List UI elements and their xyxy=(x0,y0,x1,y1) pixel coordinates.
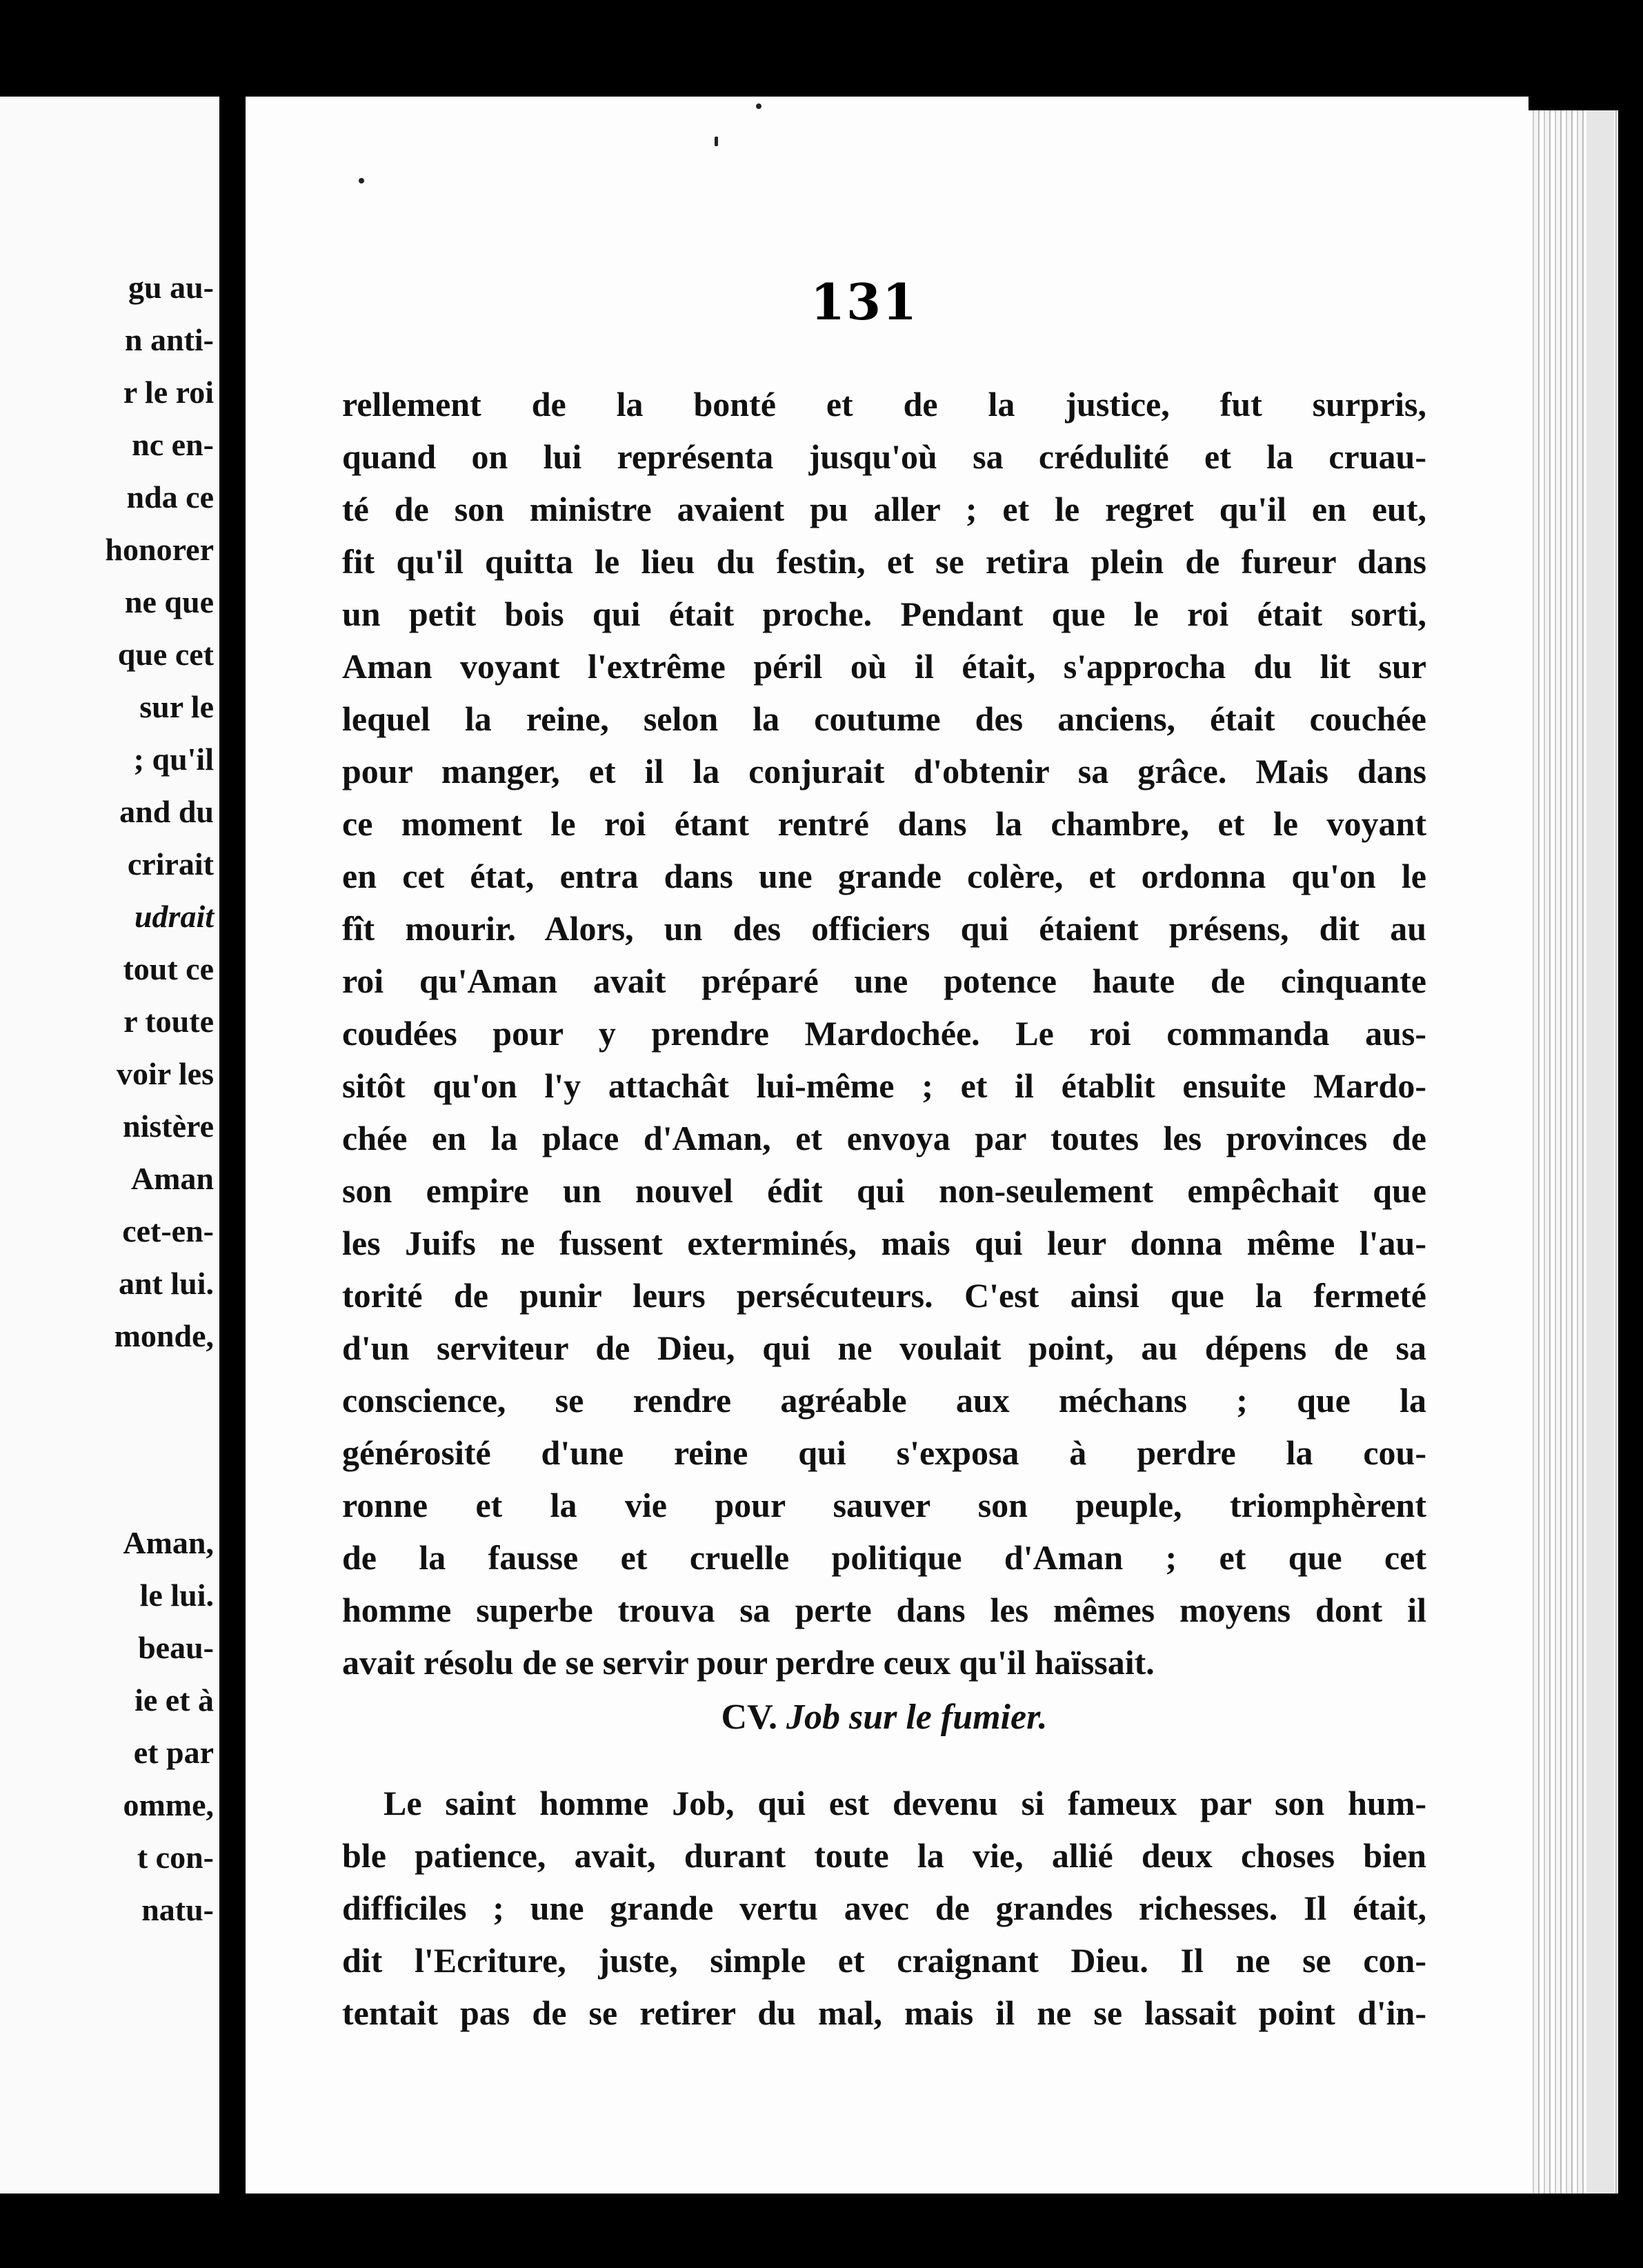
text-line: Le saint homme Job, qui est devenu si fameux par son hum- xyxy=(384,1784,1426,1822)
previous-page-line: nistère xyxy=(122,1108,214,1144)
previous-page-line: t con- xyxy=(137,1840,214,1875)
previous-page-line: natu- xyxy=(141,1892,214,1927)
text-line: fît mourir. Alors, un des officiers qui étaient présens, dit au xyxy=(342,909,1426,948)
text-line: chée en la place d'Aman, et envoya par toutes les provinces de xyxy=(342,1119,1426,1157)
text-line: dit l'Ecriture, juste, simple et craignant Dieu. Il ne se con- xyxy=(342,1941,1426,1980)
text-line: lequel la reine, selon la coutume des anciens, était couchée xyxy=(342,699,1426,738)
previous-page-line: r toute xyxy=(123,1004,214,1039)
text-line: torité de punir leurs persécuteurs. C'est ainsi que la fermeté xyxy=(342,1276,1426,1315)
previous-page-line: and du xyxy=(119,794,214,829)
text-line: générosité d'une reine qui s'exposa à perdre la cou- xyxy=(342,1433,1426,1472)
section-number: CV. xyxy=(721,1698,777,1737)
previous-page-line: ie et à xyxy=(135,1682,214,1718)
previous-page-line: gu au- xyxy=(128,270,214,305)
text-line: un petit bois qui était proche. Pendant que le roi était sorti, xyxy=(342,595,1426,633)
text-line: ble patience, avait, durant toute la vie, allié deux choses bien xyxy=(342,1836,1426,1875)
previous-page xyxy=(0,97,219,2194)
previous-page-line: honorer xyxy=(105,532,214,567)
text-line: son empire un nouvel édit qui non-seulement empêchait que xyxy=(342,1171,1426,1210)
text-line: de la fausse et cruelle politique d'Aman ; et que cet xyxy=(342,1538,1426,1577)
previous-page-line: omme, xyxy=(123,1787,214,1822)
previous-page-line: que cet xyxy=(117,637,214,672)
previous-page-line: sur le xyxy=(139,689,214,724)
paragraph-1 xyxy=(342,378,1426,1689)
text-line: pour manger, et il la conjurait d'obtenir sa grâce. Mais dans xyxy=(342,752,1426,790)
text-line: rellement de la bonté et de la justice, fut surpris, xyxy=(342,385,1426,424)
text-line: d'un serviteur de Dieu, qui ne voulait point, au dépens de sa xyxy=(342,1329,1426,1367)
text-line: quand on lui représenta jusqu'où sa crédulité et la cruau- xyxy=(342,437,1426,476)
speck xyxy=(715,137,718,146)
previous-page-line: ne que xyxy=(124,584,214,619)
text-line: ce moment le roi étant rentré dans la chambre, et le voyant xyxy=(342,804,1426,843)
previous-page-line: monde, xyxy=(114,1318,214,1353)
section-title: Job sur le fumier. xyxy=(786,1698,1048,1737)
previous-page-line: Aman, xyxy=(123,1525,214,1560)
previous-page-line: Aman xyxy=(130,1161,214,1196)
section-heading xyxy=(342,1697,1426,1738)
text-line: homme superbe trouva sa perte dans les mêmes moyens dont il xyxy=(342,1591,1426,1629)
previous-page-line: nda ce xyxy=(126,479,214,515)
previous-page-line: tout ce xyxy=(123,951,214,986)
text-line: conscience, se rendre agréable aux méchans ; que la xyxy=(342,1381,1426,1420)
previous-page-line: udrait xyxy=(134,899,214,934)
speck xyxy=(756,103,761,109)
previous-page-line: ; qu'il xyxy=(133,742,214,777)
previous-page-line: cet-en- xyxy=(122,1213,214,1249)
previous-page-line: r le roi xyxy=(123,375,214,410)
text-line: avait résolu de se servir pour perdre ceux qu'il haïssait. xyxy=(342,1643,1155,1682)
text-line: tentait pas de se retirer du mal, mais il ne se lassait point d'in- xyxy=(342,1993,1426,2032)
previous-page-line: crirait xyxy=(127,846,214,882)
text-line: fit qu'il quitta le lieu du festin, et se retira plein de fureur dans xyxy=(342,542,1426,581)
previous-page-line: n anti- xyxy=(124,322,214,357)
text-line: difficiles ; une grande vertu avec de grandes richesses. Il était, xyxy=(342,1889,1426,1927)
paragraph-2 xyxy=(342,1777,1426,2039)
page-edge-shadow xyxy=(1586,110,1614,2194)
previous-page-line: ant lui. xyxy=(118,1266,214,1301)
previous-page-line: voir les xyxy=(117,1056,214,1091)
text-line: sitôt qu'on l'y attachât lui-même ; et il établit ensuite Mardo- xyxy=(342,1066,1426,1105)
text-line: coudées pour y prendre Mardochée. Le roi commanda aus- xyxy=(342,1014,1426,1053)
text-line: Aman voyant l'extrême péril où il était, s'approcha du lit sur xyxy=(342,647,1426,686)
previous-page-line: beau- xyxy=(138,1630,214,1665)
previous-page-line: le lui. xyxy=(139,1578,214,1613)
speck xyxy=(359,178,364,183)
text-line: en cet état, entra dans une grande colère, et ordonna qu'on le xyxy=(342,857,1426,895)
text-line: roi qu'Aman avait préparé une potence haute de cinquante xyxy=(342,962,1426,1000)
text-line: ronne et la vie pour sauver son peuple, triomphèrent xyxy=(342,1486,1426,1524)
previous-page-line: et par xyxy=(133,1735,214,1770)
page-number: 131 xyxy=(810,272,919,331)
text-line: té de son ministre avaient pu aller ; et le regret qu'il en eut, xyxy=(342,490,1426,528)
previous-page-line: nc en- xyxy=(132,427,214,462)
text-line: les Juifs ne fussent exterminés, mais qui leur donna même l'au- xyxy=(342,1224,1426,1262)
